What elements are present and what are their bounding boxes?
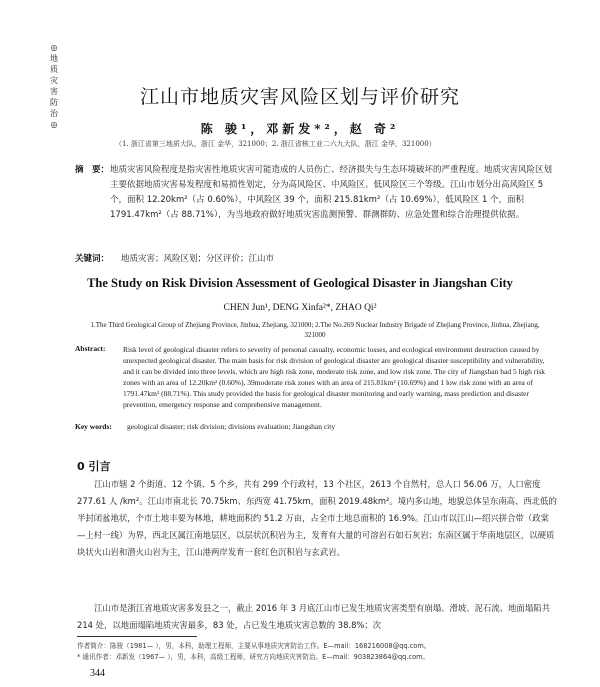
footnote-corresponding: * 通讯作者：邓新发（1967— ），男，本科，高级工程师，研究方向地质灾害防治。E—mail：903823864@qq.com。	[77, 653, 430, 661]
tag-char: 灾	[50, 76, 58, 85]
footnote-divider	[77, 636, 197, 637]
authors: 陈 骏¹，邓新发*²，赵 奇²	[200, 122, 400, 136]
english-title: The Study on Risk Division Assessment of Geological Disaster in Jiangshan City	[87, 276, 513, 290]
tag-char: 地	[50, 54, 58, 63]
english-abstract-text: Risk level of geological disaster refers to severity of personal casualty, economic losses, and ecological environment destruction caused by unexpected geological disaster. The main basis for risk division of geological disaster are geological disaster susceptibility and vulnerability, and it can be divided into three levels, which are high risk zone, moderate risk zone, and low risk zone. The city of Jiangshan had 5 high risk zones with an area of 12.20km² (0.60%), 39moderate risk zones with an area of 215.81km² (10.69%) and 1 low risk zone with an area of 1791.47km² (88.71%). This study provided the basis for geological disaster monitoring and early warning, mass prediction and disaster prevention, emergency response and comprehensive management.	[123, 345, 546, 409]
abstract-text: 地质灾害风险程度是指灾害性地质灾害可能造成的人员伤亡、经济损失与生态环境破坏的严重程度。地质灾害风险区划主要依据地质灾害易发程度和易损性划定，分为高风险区、中风险区、低风险区三个等级。江山市划分出高风险区 5 个，面积 12.20km²（占 0.60%），中风险区 39 个，面积 215.81km²（占 10.69%），低风险区 1 个，面积 1791.47km²（占 88.71%），为当地政府做好地质灾害监测预警、群测群防、应急处置和综合治理提供依据。	[110, 165, 553, 220]
abstract-label: 摘 要：	[75, 165, 110, 175]
page-number: 344	[90, 668, 105, 679]
paper-title: 江山市地质灾害风险区划与评价研究	[139, 86, 460, 108]
english-authors: CHEN Jun¹, DENG Xinfa²*, ZHAO Qi²	[223, 303, 377, 313]
tag-char: 质	[50, 65, 58, 74]
body-paragraph: 江山市辖 2 个街道、12 个镇、5 个乡，共有 299 个行政村，13 个社区，2613 个自然村，总人口 56.06 万，人口密度 277.61 人 /km²。江山市南北长 70.75km、东西宽 41.75km，面积 2019.48km²。境内多山地，地貌总体呈东南高、西北低的半封闭盆地状，个市土地丰要为林地，耕地面积约 51.2 万亩，占全市土地总面积的 16.9%。江山市以江山—绍兴拼合带（政棠—上村一线）为界，西北区属江南地层区，以层状沉积岩为主，发育有大量的可溶岩石如石灰岩；东南区属于华南地层区，以硬质块状火山岩和潜火山岩为主，江山港两岸发育一套红色沉积岩与玄武岩。	[77, 479, 557, 557]
affiliations: （1. 浙江省第三地质大队，浙江 金华，321000；2. 浙江省核工业二六九大队，浙江 金华，321000）	[115, 140, 436, 148]
tag-char: 治	[50, 109, 58, 118]
english-keywords-label: Key words:	[75, 422, 112, 431]
keywords-label: 关键词：	[75, 254, 110, 264]
english-abstract-label: Abstract:	[75, 344, 106, 353]
english-keywords-text: geological disaster; risk division; divisions evaluation; Jiangshan city	[127, 422, 336, 431]
tag-char: ◎	[50, 43, 58, 52]
keywords-text: 地质灾害；风险区划；分区评价；江山市	[121, 254, 275, 264]
body-paragraph: 江山市是浙江省地质灾害多发县之一，截止 2016 年 3 月底江山市已发生地质灾害类型有崩塌、滑坡、泥石流、地面塌陷共 214 处，以地面塌陷地质灾害最多，83 处，占已发生地质灾害总数的 38.8%；次	[77, 603, 551, 630]
section-heading: 0 引言	[77, 460, 111, 473]
tag-char: 害	[50, 87, 58, 96]
english-affiliations: 1.The Third Geological Group of Zhejiang Province, Jinhua, Zhejiang, 321000; 2.The No.269 Nuclear Industry Brigade of Zhejiang Province, Jinhua, Zhejiang, 321000	[90, 321, 540, 339]
tag-char: 防	[50, 98, 58, 107]
tag-char: ◎	[50, 120, 58, 129]
footnote-author: 作者简介：陈骏（1981— ），男，本科，助理工程师，主要从事地质灾害防治工作。E—mail：168216008@qq.com。	[77, 642, 431, 650]
